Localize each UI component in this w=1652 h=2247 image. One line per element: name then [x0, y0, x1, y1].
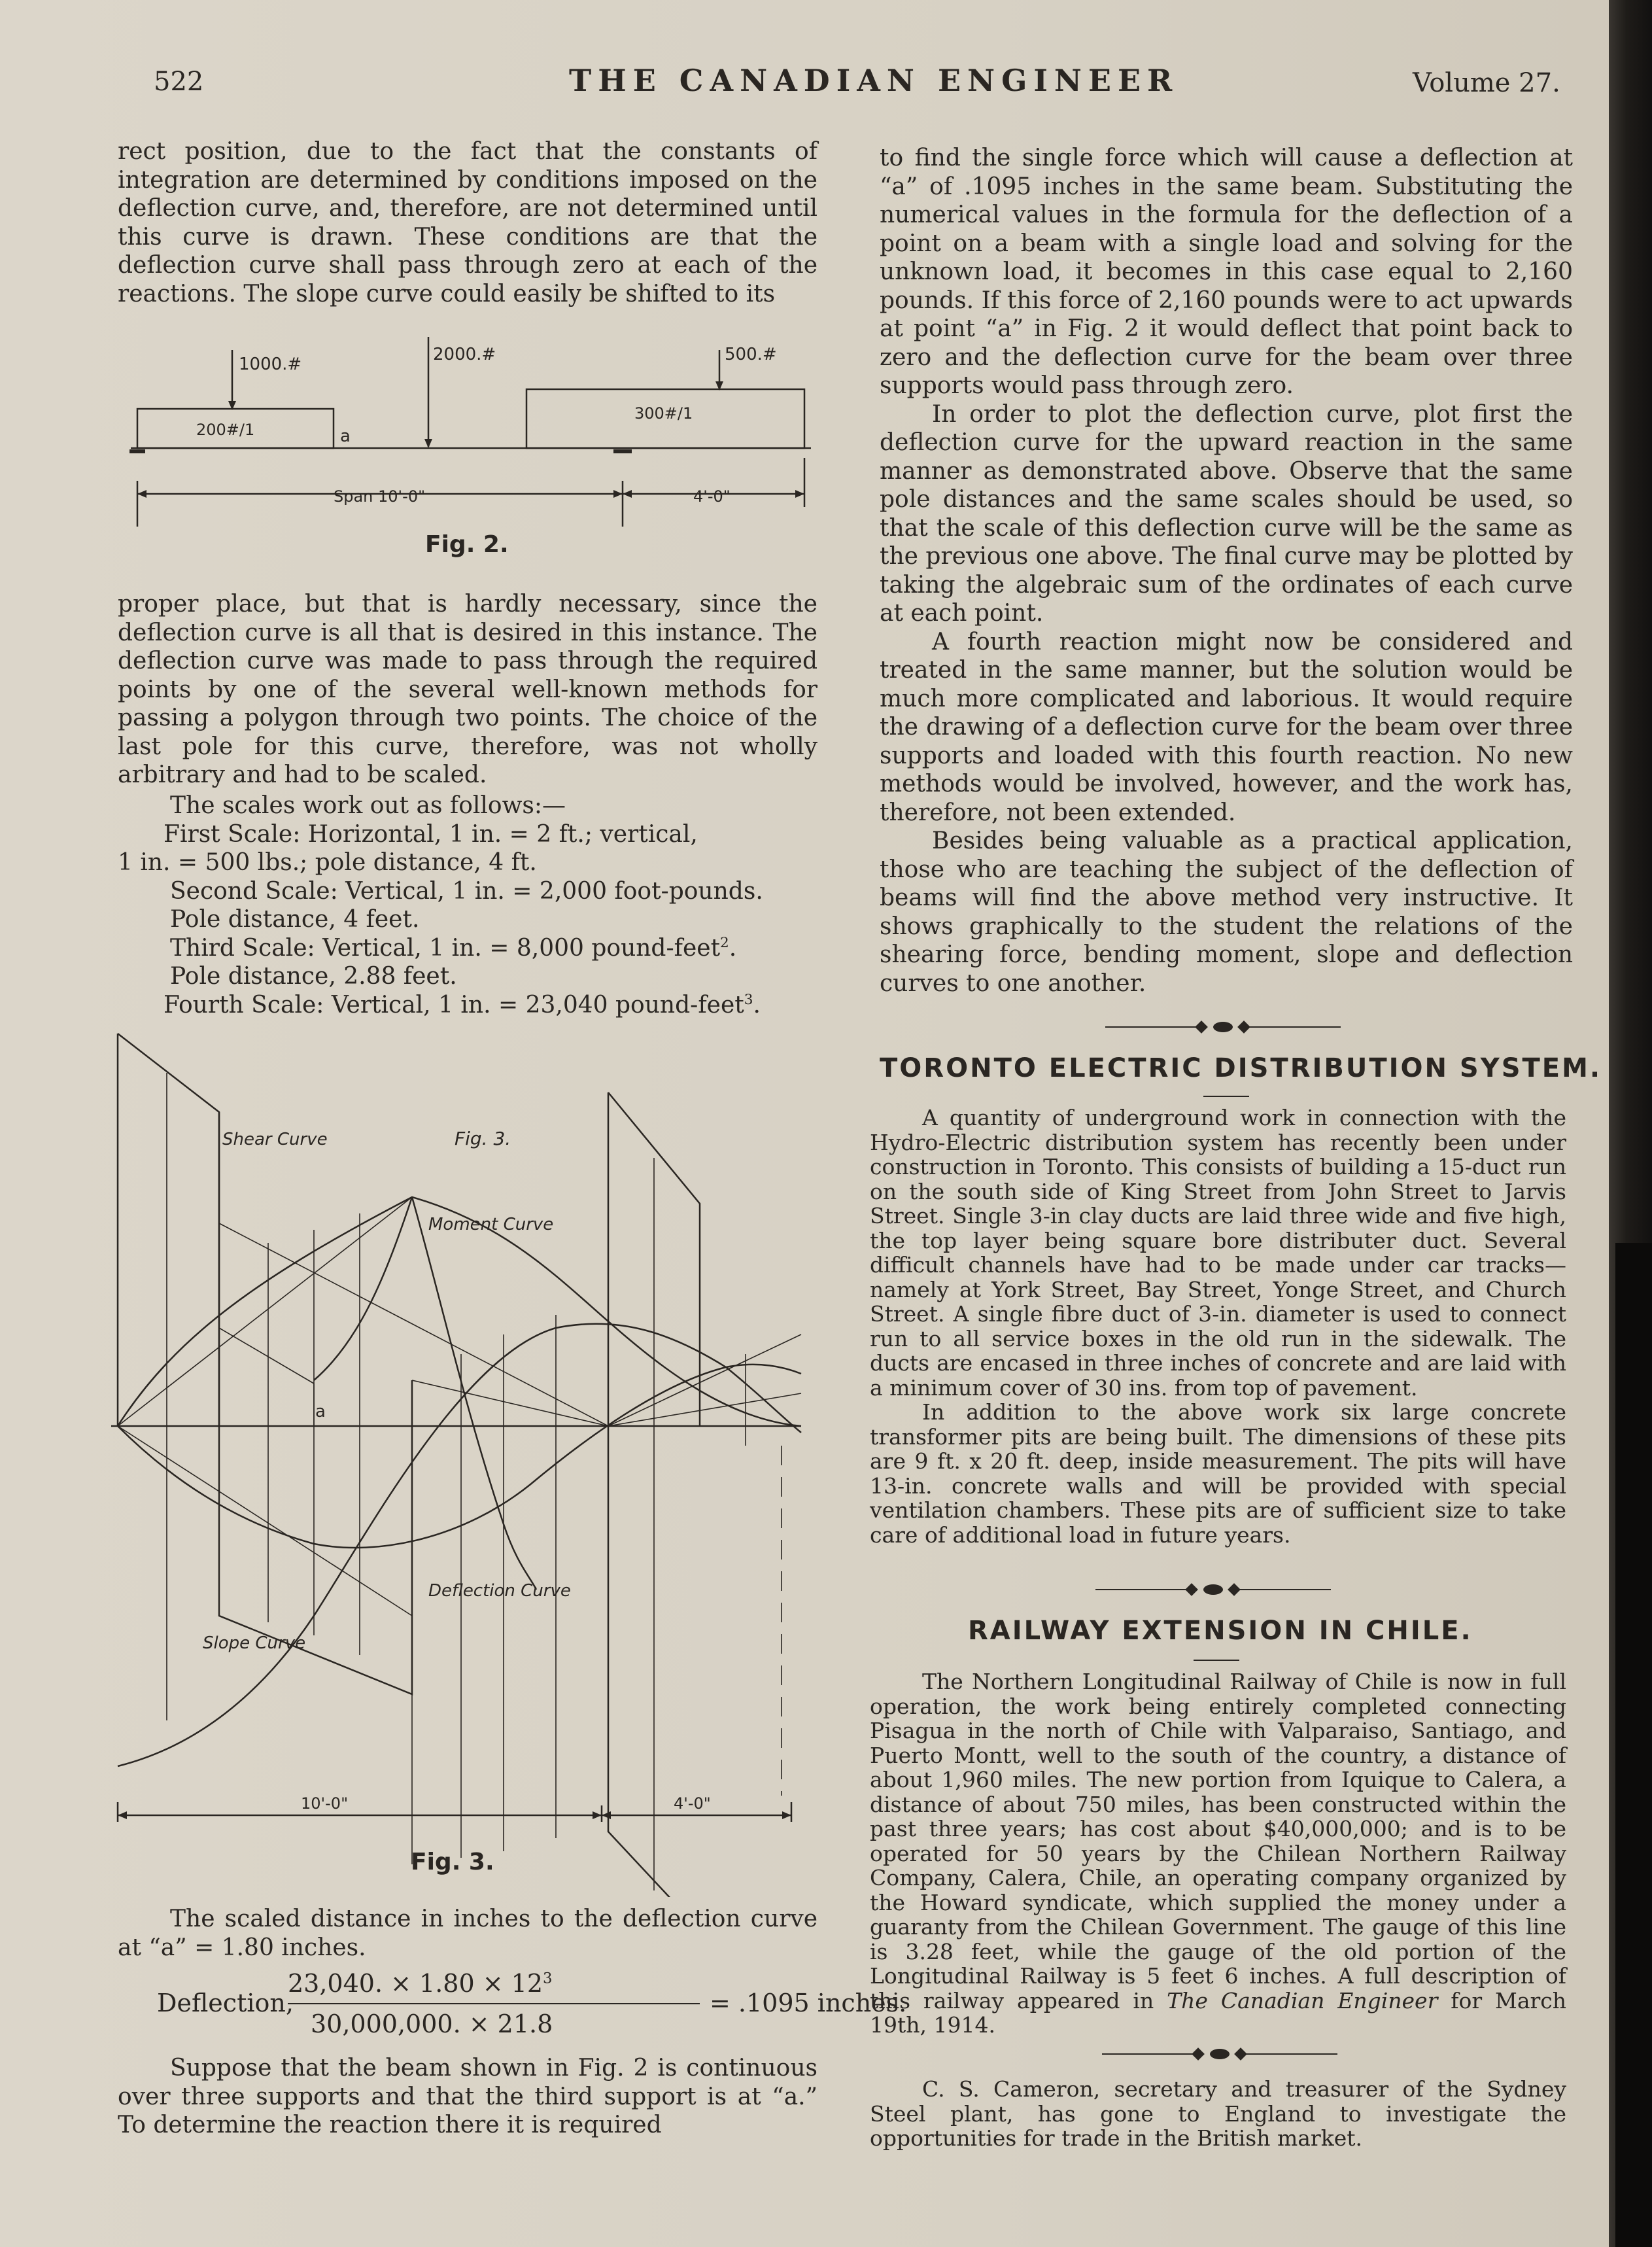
journal-name-italic: The Canadian Engineer [1167, 1987, 1438, 2013]
right-column-text [880, 144, 1573, 998]
ornament-divider [1105, 1020, 1341, 1034]
fig3-deflection-label: Deflection Curve [428, 1581, 571, 1601]
fig2-caption: Fig. 2. [425, 531, 509, 558]
formula-denominator: 30,000,000. × 21.8 [311, 2010, 553, 2038]
chile-article [870, 1669, 1566, 2038]
scale-fourth-a: Fourth Scale: Vertical, 1 in. = 23,040 pound-feet$^3$. [163, 991, 761, 1019]
fig3-point-a: a [315, 1402, 326, 1421]
scale-second-b: Pole distance, 4 feet. [170, 906, 420, 933]
scale-third-b: Pole distance, 2.88 feet. [170, 963, 457, 990]
fig3-shear-label: Shear Curve [222, 1130, 328, 1149]
left-column-paragraph-after-fig2 [118, 590, 817, 790]
page-number: 522 [154, 67, 204, 97]
formula-numerator-text: 23,040. × 1.80 × 12 [288, 1969, 543, 1998]
running-head [0, 59, 1609, 111]
fig2-point-a: a [340, 427, 351, 446]
fig2-load-1000: 1000.# [239, 355, 302, 374]
fig3-curves-diagram [98, 1027, 824, 1897]
toronto-heading: TORONTO ELECTRIC DISTRIBUTION SYSTEM. [880, 1053, 1602, 1083]
chile-heading: RAILWAY EXTENSION IN CHILE. [968, 1616, 1473, 1646]
paragraph: C. S. Cameron, secretary and treasurer of the Sydney Steel plant, has gone to England to investigate the opportunities for trade in the British market. [870, 2076, 1566, 2151]
formula-numerator [288, 1969, 553, 1998]
fig2-overhang-label: 4'-0" [693, 487, 731, 506]
heading-rule [1194, 1660, 1239, 1661]
fig3-slope-label: Slope Curve [203, 1633, 306, 1653]
toronto-article [870, 1106, 1566, 1547]
paragraph: The scaled distance in inches to the deflection curve at “a” = 1.80 inches. [118, 1906, 817, 1961]
paragraph: rect position, due to the fact that the constants of integration are determined by conditions imposed on the deflection curve, and, therefore, are not determined until this curve is drawn. These conditions are that the deflection curve shall pass through zero at each of the reactions. The slope curve could easily be shifted to its [118, 138, 817, 307]
ornament-divider [1095, 1583, 1331, 1596]
paragraph: In order to plot the deflection curve, plot first the deflection curve for the upward reaction in the same manner as demonstrated above. Observe that the same pole distances and the same scales should be used, so that the scale of this deflection curve will be the same as the previous one above. The final curve may be plotted by taking the algebraic sum of the ordinates of each curve at each point. [880, 400, 1573, 627]
chile-text: The Northern Longitudinal Railway of Chile is now in full operation, the work being entirely completed connecting Pisagua in the north of Chile with Valparaiso, Santiago, and Puerto Montt, well to the south of the country, a distance of about 1,960 miles. The new portion from Iquique to Calera, a distance of about 750 miles, has been constructed within the past three years; has cost about $40,000,000; and is to be operated for 50 years by the Chilean Northern Railway Company, Calera, Chile, an operating company organized by the Howard syndicate, which supplied the money under a guaranty from the Chilean Government. The gauge of this line is 3.28 feet, while the gauge of the old portion of the Longitudinal Railway is 5 feet 6 inches. A full description of this railway appeared in [870, 1669, 1566, 2013]
paragraph [870, 1669, 1566, 2038]
book-spine-shadow [1615, 1243, 1652, 2247]
paragraph: proper place, but that is hardly necessary, since the deflection curve is all that is desired in this instance. The deflection curve was made to pass through the required points by one of the several well-known methods for passing a polygon through two points. The choice of the last pole for this curve, therefore, was not wholly arbitrary and had to be scaled. [118, 591, 817, 788]
paragraph: Besides being valuable as a practical application, those who are teaching the subject of the deflection of beams will find the above method very instructive. It shows graphically to the student the relations of the shearing force, bending moment, slope and deflection curves to one another. [880, 827, 1573, 997]
fig3-inner-title: Fig. 3. [455, 1128, 511, 1149]
scale-third-a: Third Scale: Vertical, 1 in. = 8,000 pound-feet$^2$. [170, 934, 737, 962]
paragraph: Suppose that the beam shown in Fig. 2 is continuous over three supports and that the third support is at “a.” To determine the reaction there it is required [118, 2055, 817, 2138]
chile-text-end: for March 19th, 1914. [870, 1987, 1567, 2038]
heading-rule [1203, 1096, 1249, 1097]
fig3-moment-label: Moment Curve [428, 1215, 554, 1234]
left-column-paragraph-top [118, 137, 817, 308]
formula-result: = .1095 inches. [710, 1989, 907, 2017]
fig2-load-2000: 2000.# [433, 345, 496, 364]
formula-numerator-sup: 3 [543, 1970, 553, 1987]
scale-first-a: First Scale: Horizontal, 1 in. = 2 ft.; vertical, [163, 820, 698, 848]
scale-third-sup: 2 [720, 934, 729, 951]
scale-third-text: Third Scale: Vertical, 1 in. = 8,000 pound-feet [170, 934, 721, 962]
scale-first-b: 1 in. = 500 lbs.; pole distance, 4 ft. [118, 849, 537, 876]
ornament-divider [1102, 2047, 1337, 2061]
scales-intro: The scales work out as follows:— [170, 792, 566, 819]
left-column-paragraph-scaled [118, 1905, 817, 1962]
left-column-paragraph-bottom [118, 2054, 817, 2140]
scale-second-a: Second Scale: Vertical, 1 in. = 2,000 foot-pounds. [170, 877, 763, 905]
fig2-distributed-right: 300#/1 [634, 404, 693, 423]
scale-fourth-text: Fourth Scale: Vertical, 1 in. = 23,040 pound-feet [163, 991, 744, 1019]
journal-title: THE CANADIAN ENGINEER [569, 63, 1179, 98]
paragraph: In addition to the above work six large concrete transformer pits are being built. The dimensions of these pits are 9 ft. x 20 ft. deep, inside measurement. The pits will have 13-in. concrete walls and will be provided with special ventilation chambers. These pits are of sufficient size to take care of additional load in future years. [870, 1399, 1566, 1548]
formula-label: Deflection, [157, 1989, 294, 2017]
cameron-note [870, 2077, 1566, 2151]
fig2-distributed-left: 200#/1 [196, 421, 255, 439]
fig2-span-label: Span 10'-0" [334, 487, 426, 506]
volume-label: Volume 27. [1413, 68, 1560, 98]
paragraph: to find the single force which will cause a deflection at “a” of .1095 inches in the same beam. Substituting the numerical values in the formula for the deflection of a point on a beam with a single load and solving for the unknown load, it becomes in this case equal to 2,160 pounds. If this force of 2,160 pounds were to act upwards at point “a” in Fig. 2 it would deflect that point back to zero and the deflection curve for the beam over three supports would pass through zero. [880, 145, 1573, 399]
fig3-overhang-label: 4'-0" [674, 1794, 711, 1813]
paragraph: A quantity of underground work in connection with the Hydro-Electric distribution system has recently been under construction in Toronto. This consists of building a 15-duct run on the south side of King Street from John Street to Jarvis Street. Single 3-in clay ducts are laid three wide and five high, the top layer being square bore distributer duct. Several difficult channels have had to be made under car tracks—namely at York Street, Bay Street, Yonge Street, and Church Street. A single fibre duct of 3-in. diameter is used to connect run to all service boxes in the old run in the sidewalk. The ducts are encased in three inches of concrete and are laid with a minimum cover of 30 ins. from top of pavement. [870, 1105, 1566, 1401]
paragraph: A fourth reaction might now be considered and treated in the same manner, but the solution would be much more complicated and laborious. It would require the drawing of a deflection curve for the beam over three supports and loaded with this fourth reaction. No new methods would be involved, however, and the work has, therefore, not been extended. [880, 628, 1573, 826]
scale-fourth-sup: 3 [744, 991, 753, 1008]
fig2-beam-diagram [118, 330, 837, 540]
scales-list [118, 792, 817, 1019]
fig2-load-500: 500.# [725, 345, 777, 364]
fig3-caption: Fig. 3. [411, 1849, 494, 1875]
fraction-bar [288, 2003, 700, 2004]
fig3-span-label: 10'-0" [301, 1794, 349, 1813]
